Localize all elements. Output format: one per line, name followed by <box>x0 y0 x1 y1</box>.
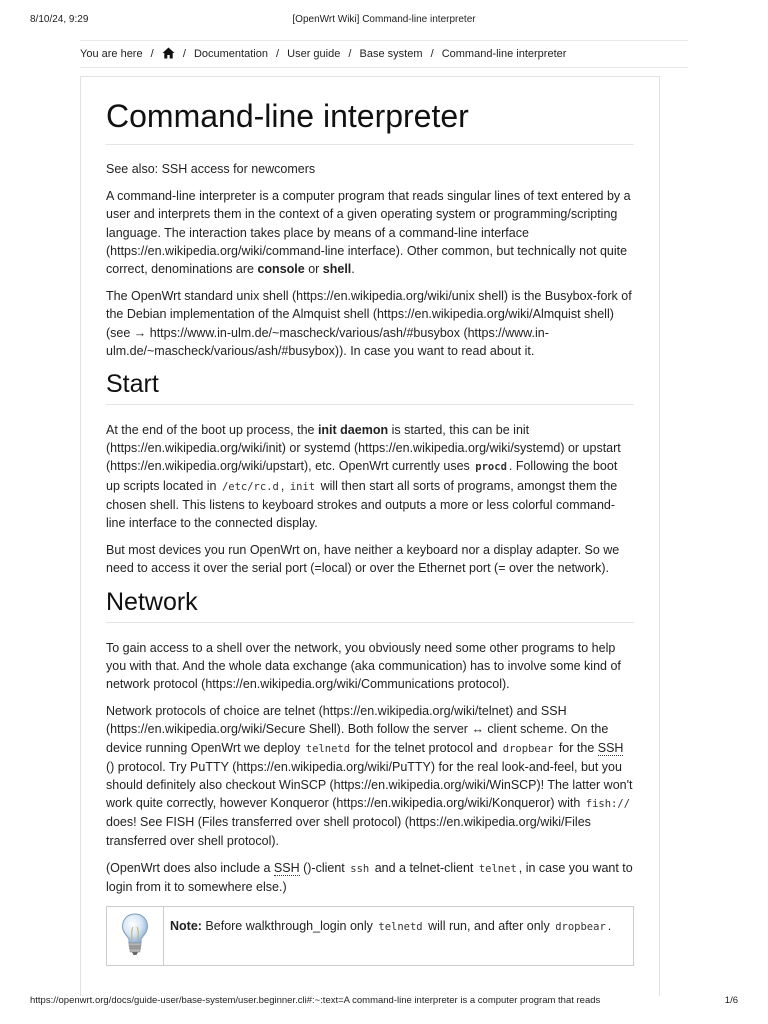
print-footer <box>30 995 738 1009</box>
print-header <box>30 14 738 30</box>
breadcrumb-sep: / <box>276 48 280 60</box>
breadcrumb-base-system[interactable]: Base system <box>359 48 423 60</box>
breadcrumb-sep: / <box>182 48 186 60</box>
see-also-text[interactable]: See also: SSH access for newcomers <box>106 162 316 176</box>
text-run: does! See FISH (Files transferred over shell protocol) (https://en.wikipedia.org/wiki/Files transferred over shell protocol). <box>106 815 591 848</box>
text-run: () protocol. Try PuTTY (https://en.wikipedia.org/wiki/PuTTY) for the real look-and-feel, but you should definitely also checkout WinSCP (https://en.wikipedia.org/wiki/WinSCP)! The latter won't work quite correctly, however Konqueror (https://en.wikipedia.org/wiki/Konqueror) with <box>106 759 633 811</box>
bold-console: console <box>257 262 305 277</box>
section-heading-network: Network <box>106 587 634 623</box>
intro-paragraph-1 <box>106 187 634 278</box>
code-ssh: ssh <box>350 862 370 875</box>
bold-init-daemon: init daemon <box>317 423 389 438</box>
text-run: will run, and after only <box>424 919 554 934</box>
code-telnet: telnet <box>478 862 517 875</box>
text-run: for the telnet protocol and <box>352 740 501 755</box>
breadcrumb-prefix: You are here <box>80 48 143 60</box>
breadcrumb-sep: / <box>348 48 352 60</box>
abbr-ssh[interactable]: SSH <box>597 740 624 755</box>
text-run: for the <box>555 740 598 755</box>
breadcrumb-sep: / <box>150 48 154 60</box>
print-title: [OpenWrt Wiki] Command-line interpreter <box>292 14 476 25</box>
breadcrumb-sep: / <box>430 48 434 60</box>
network-paragraph-2 <box>106 702 634 850</box>
code-telnetd: telnetd <box>378 921 423 934</box>
text-run: A command-line interpreter is a computer program that reads singular lines of text entered by a user and interprets them in the context of a given operating system or programming/scripting language. The interaction takes place by means of a command-line interface (https://en.wikipedia.org/wiki/command-line interface). Other common, but technically not quite correct, denominations are <box>106 189 631 277</box>
network-paragraph-1: To gain access to a shell over the network, you obviously need some other programs to help you with that. And the whole data exchange (aka communication) has to involve some kind of network protocol (https://en.wikipedia.org/wiki/Communications protocol). <box>106 640 621 692</box>
code-dropbear: dropbear <box>555 921 606 934</box>
start-paragraph-2: But most devices you run OpenWrt on, have neither a keyboard nor a display adapter. So we need to access it over the serial port (=local) or over the Ethernet port (= over the network). <box>106 543 620 576</box>
text-run: will then start all sorts of programs, amongst them the chosen shell. This listens to keyboard strokes and outputs a more or less colorful command-line interface to the connected display. <box>106 478 618 531</box>
note-label: Note: <box>170 919 202 934</box>
code-dropbear: dropbear <box>502 742 554 755</box>
breadcrumb-current[interactable]: Command-line interpreter <box>441 48 567 60</box>
note-box <box>106 906 634 966</box>
article-page <box>80 76 660 996</box>
text-run: , in case you want to login from it to somewhere else.) <box>106 860 633 895</box>
print-date: 8/10/24, 9:29 <box>30 14 89 25</box>
text-run: . Following the boot up scripts located in <box>106 459 618 493</box>
print-url: https://openwrt.org/docs/guide-user/base-system/user.beginner.cli#:~:text=A command-line interpreter is a computer program that reads <box>30 995 601 1006</box>
code-etc-rcd: /etc/rc.d <box>221 480 279 493</box>
code-procd: procd <box>475 461 507 474</box>
text-run: At the end of the boot up process, the <box>106 423 318 438</box>
intro-paragraph-2: The OpenWrt standard unix shell (https://en.wikipedia.org/wiki/unix shell) is the Busybox-fork of the Debian implementation of the Almquist shell (https://en.wikipedia.org/wiki/Almquist shell) (see → https://www.in-ulm.de/~mascheck/various/ash/#busybox (https://www.in-ulm.de/~mascheck/various/ash/#busybox)). In case you want to read about it. <box>106 289 632 358</box>
text-run: , <box>280 478 288 493</box>
bold-shell: shell <box>322 262 352 277</box>
page-number: 1/6 <box>724 995 738 1006</box>
text-run: . <box>351 262 355 277</box>
abbr-ssh[interactable]: SSH <box>273 860 300 875</box>
code-telnetd: telnetd <box>305 742 351 755</box>
text-run: Network protocols of choice are telnet (https://en.wikipedia.org/wiki/telnet) and SSH (https://en.wikipedia.org/wiki/Secure Shell). Both follow the server ↔ client scheme. On the device running OpenWrt we deploy <box>106 704 609 755</box>
network-paragraph-3 <box>106 859 634 896</box>
text-run: ()-client <box>299 860 349 875</box>
code-init: init <box>289 480 316 493</box>
page-title: Command-line interpreter <box>106 97 634 145</box>
text-run: is started, this can be init (https://en.wikipedia.org/wiki/init) or systemd (https://en.wikipedia.org/wiki/systemd) or upstart (https://en.wikipedia.org/wiki/upstart), etc. OpenWrt currently uses <box>106 423 621 474</box>
breadcrumb-user-guide[interactable]: User guide <box>287 48 341 60</box>
text-run: and a telnet-client <box>371 860 477 875</box>
note-text <box>164 907 617 965</box>
text-run: Before walkthrough_login only <box>201 919 377 934</box>
text-run: or <box>304 262 323 277</box>
breadcrumb <box>80 40 688 68</box>
text-run: (OpenWrt does also include a <box>106 860 274 875</box>
see-also-link[interactable] <box>106 160 634 178</box>
text-run: . <box>607 919 612 934</box>
section-heading-start: Start <box>106 369 634 405</box>
note-icon-cell <box>107 907 164 965</box>
home-icon[interactable] <box>162 43 175 68</box>
start-paragraph-1 <box>106 421 634 532</box>
lightbulb-icon <box>120 912 150 961</box>
code-fish: fish:// <box>585 798 631 811</box>
breadcrumb-documentation[interactable]: Documentation <box>193 48 268 60</box>
